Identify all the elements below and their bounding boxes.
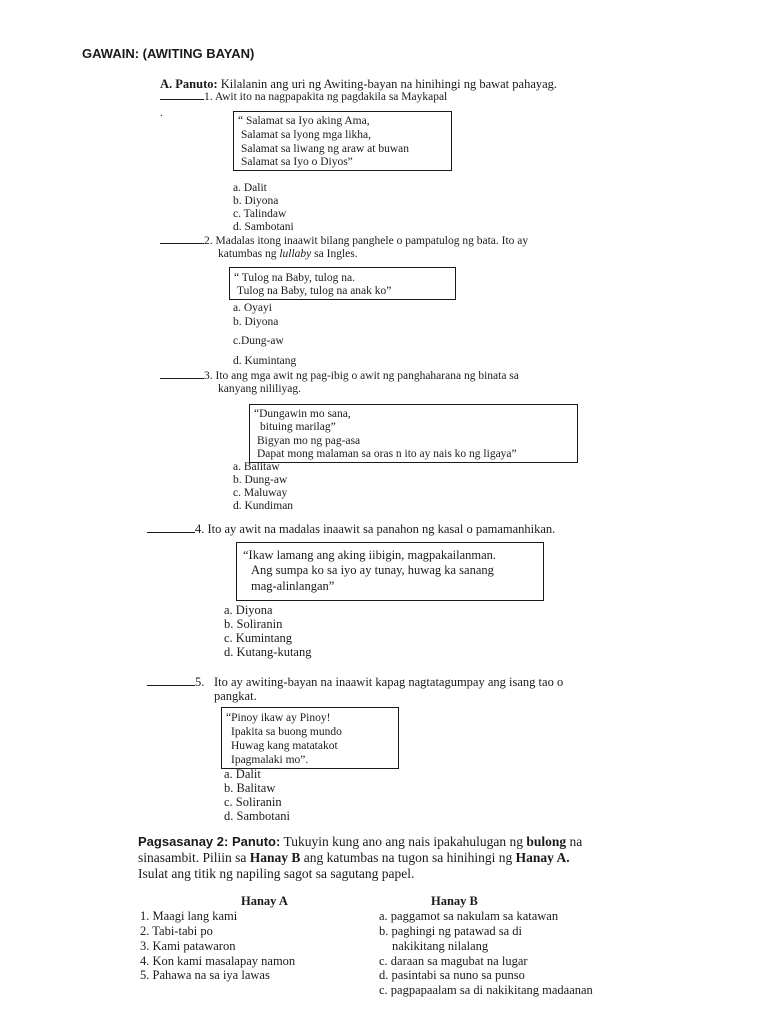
question-5-text-cont: pangkat. [214,689,257,703]
stray-mark: . [160,107,163,119]
question-4-text: 4. Ito ay awit na madalas inaawit sa panahon ng kasal o pamamanhikan. [195,522,556,536]
q3-verse-line: bituing marilag” [260,421,336,433]
q5-choice[interactable]: c. Soliranin [224,795,282,809]
q1-verse-line: Salamat sa liwang ng araw at buwan [241,143,409,155]
q2-choice[interactable]: d. Kumintang [233,355,297,367]
q2-choice[interactable]: b. Diyona [233,316,279,328]
hanay-a-item: 2. Tabi-tabi po [140,924,213,938]
answer-blank-4[interactable] [147,532,195,533]
pagsasanay-line-2: sinasambit. Piliin sa Hanay B ang katumbas na tugon sa hinihingi ng Hanay A. [138,850,570,865]
q1-verse-line: Salamat sa lyong mga likha, [241,129,371,141]
q1-choice[interactable]: c. Talindaw [233,208,287,220]
q3-choice[interactable]: a. Balitaw [233,461,280,473]
q2-verse-line: Tulog na Baby, tulog na anak ko” [237,285,392,297]
pagsasanay-line-1: Pagsasanay 2: Panuto: Tukuyin kung ano ang nais ipakahulugan ng bulong na [138,834,583,849]
hanay-b-title: Hanay B [431,894,478,908]
q5-verse-line: Ipakita sa buong mundo [231,726,342,738]
q4-choice[interactable]: d. Kutang-kutang [224,645,312,659]
q2-choice[interactable]: a. Oyayi [233,302,272,314]
pagsasanay-line-3: Isulat ang titik ng napiling sagot sa sagutang papel. [138,866,415,881]
question-1 [160,91,447,104]
q4-choice[interactable]: c. Kumintang [224,631,293,645]
q5-verse-line: Ipagmalaki mo”. [231,754,309,766]
hanay-a-item: 5. Pahawa na sa iya lawas [140,968,270,982]
q3-verse-line: Dapat mong malaman sa oras n ito ay nais ko ng ligaya” [257,448,517,460]
q5-choice[interactable]: a. Dalit [224,767,261,781]
hanay-b-item: b. paghingi ng patawad sa di [379,924,523,938]
q3-choice[interactable]: c. Maluway [233,487,288,499]
q3-choice[interactable]: d. Kundiman [233,500,294,512]
hanay-b-item: c. daraan sa magubat na lugar [379,954,528,968]
q4-choice[interactable]: a. Diyona [224,603,273,617]
answer-blank-5[interactable] [147,685,195,686]
question-1-text: 1. Awit ito na nagpapakita ng pagdakila sa Maykapal [204,91,448,103]
question-2-text: 2. Madalas itong inaawit bilang panghele o pampatulog ng bata. Ito ay [204,235,529,247]
hanay-a-title: Hanay A [241,894,288,908]
hanay-a-item: 4. Kon kami masalapay namon [140,954,296,968]
question-5 [147,675,204,689]
q3-verse-line: Bigyan mo ng pag-asa [257,435,361,447]
hanay-b-item: c. pagpapaalam sa di nakikitang madaanan [379,983,593,997]
q5-choice[interactable]: d. Sambotani [224,809,290,823]
answer-blank-1[interactable] [160,99,204,100]
q2-verse-line: “ Tulog na Baby, tulog na. [234,272,355,284]
page-title: GAWAIN: (AWITING BAYAN) [82,46,255,61]
answer-blank-3[interactable] [160,378,204,379]
q4-choice[interactable]: b. Soliranin [224,617,283,631]
question-5-text: Ito ay awiting-bayan na inaawit kapag nagtatagumpay ang isang tao o [214,675,564,689]
q3-choice[interactable]: b. Dung-aw [233,474,288,486]
q3-verse-line: “Dungawin mo sana, [254,408,351,420]
q4-verse-line: Ang sumpa ko sa iyo ay tunay, huwag ka sanang [251,563,494,577]
hanay-b-item: nakikitang nilalang [392,939,489,953]
question-3-text-cont: kanyang nililiyag. [218,383,302,395]
part-a-text: Kilalanin ang uri ng Awiting-bayan na hinihingi ng bawat pahayag. [217,77,558,91]
q5-choice[interactable]: b. Balitaw [224,781,276,795]
q2-choice[interactable]: c.Dung-aw [233,335,284,347]
hanay-b-item: d. pasintabi sa nuno sa punso [379,968,525,982]
question-3 [160,370,519,383]
hanay-a-item: 3. Kami patawaron [140,939,236,953]
answer-blank-2[interactable] [160,243,204,244]
hanay-b-item: a. paggamot sa nakulam sa katawan [379,909,559,923]
q5-verse-line: Huwag kang matatakot [231,740,338,752]
part-a-label: A. Panuto: [160,77,218,91]
question-5-num: 5. [195,675,205,689]
q1-choice[interactable]: b. Diyona [233,195,279,207]
q1-choice[interactable]: a. Dalit [233,182,267,194]
q1-verse-line: “ Salamat sa Iyo aking Ama, [238,115,370,127]
part-a-instruction [160,77,557,91]
q5-verse-line: “Pinoy ikaw ay Pinoy! [226,712,331,724]
question-3-text: 3. Ito ang mga awit ng pag-ibig o awit ng panghaharana ng binata sa [204,370,519,382]
question-4 [147,522,555,536]
question-2 [160,235,528,248]
q1-choice[interactable]: d. Sambotani [233,221,294,233]
question-2-text-cont: katumbas ng lullaby sa Ingles. [218,248,358,260]
hanay-a-item: 1. Maagi lang kami [140,909,238,923]
q4-verse-line: “Ikaw lamang ang aking iibigin, magpakailanman. [243,548,497,562]
q4-verse-line: mag-alinlangan” [251,579,335,593]
q1-verse-line: Salamat sa Iyo o Diyos” [241,156,353,168]
pagsasanay-label: Pagsasanay 2: Panuto: [138,834,281,849]
